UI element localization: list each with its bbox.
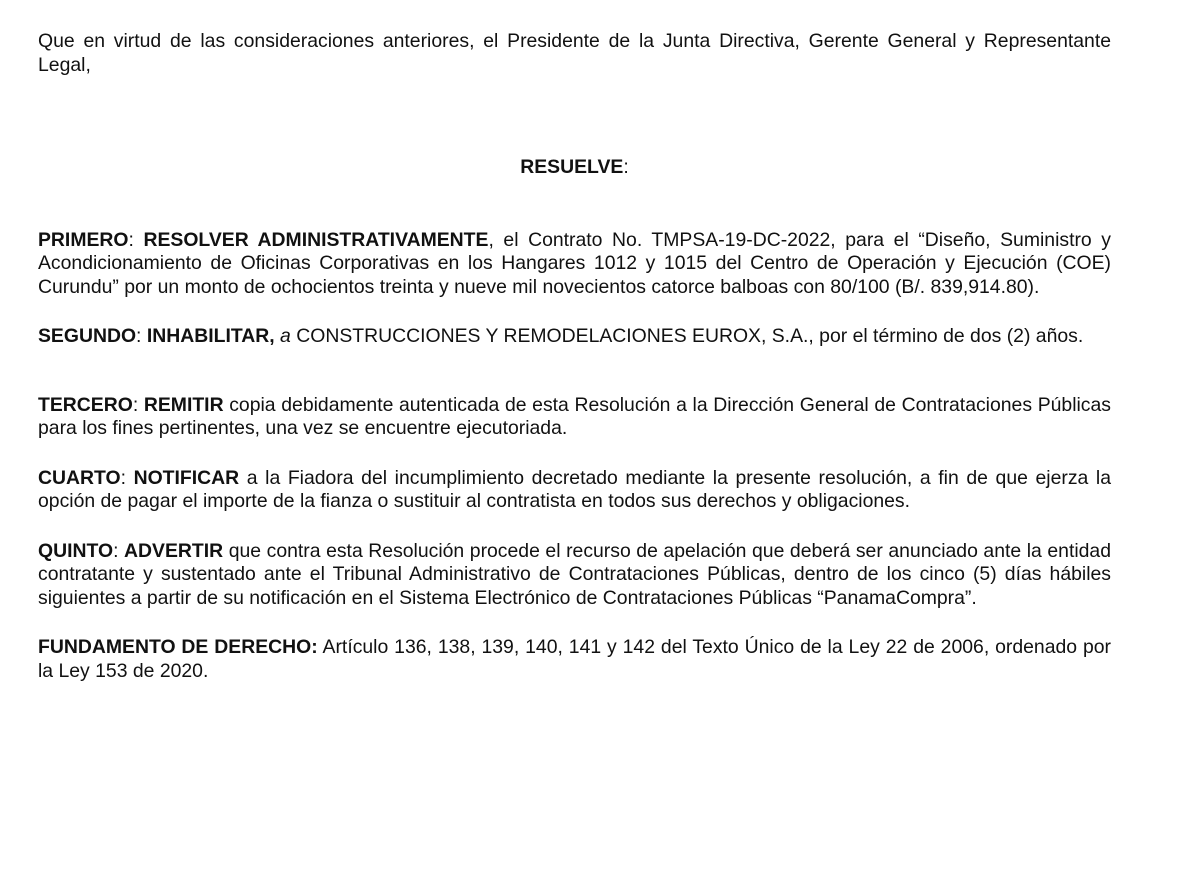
clause-action: RESOLVER ADMINISTRATIVAMENTE	[143, 228, 489, 251]
clause-separator: :	[136, 325, 147, 347]
clause-text: a la Fiadora del incumplimiento decretado mediante la presente resolución, a fin de que ejerza la opción de pagar el importe de la fianza o sustituir al contratista en todos sus derechos y obligaciones.	[38, 466, 1112, 512]
clause-text: copia debidamente autenticada de esta Resolución a la Dirección General de Contrataciones Públicas para los fines pertinentes, una vez se encuentre ejecutoriada.	[38, 393, 1111, 439]
clause-separator: :	[120, 466, 134, 489]
clause-cuarto	[38, 467, 1111, 514]
clause-separator: :	[132, 393, 144, 416]
clause-text: , el Contrato No. TMPSA-19-DC-2022, para el “Diseño, Suministro y Acondicionamiento de Oficinas Corporativas en los Hangares 1012 y 1015 del Centro de Operación y Ejecución (COE) Curundu” por un monto de ochocientos treinta y nueve mil novecientos catorce balboas con 80/100 (B/. 839,914.80).	[38, 228, 1111, 298]
resuelve-heading	[38, 156, 1111, 180]
clause-action: REMITIR	[143, 393, 224, 416]
fundamento-de-derecho	[38, 636, 1111, 683]
clause-quinto	[38, 540, 1111, 611]
clause-preposition: a	[280, 325, 291, 347]
clause-label: SEGUNDO	[38, 325, 137, 347]
clause-label: TERCERO	[38, 393, 133, 416]
fundamento-label: FUNDAMENTO DE DERECHO:	[38, 636, 318, 658]
clause-action: INHABILITAR,	[146, 325, 275, 347]
clause-separator: :	[128, 228, 144, 251]
clause-text: CONSTRUCCIONES Y REMODELACIONES EUROX, S.A., por el término de dos (2) años.	[296, 325, 1084, 347]
clause-tercero	[38, 394, 1111, 441]
clause-label: PRIMERO	[38, 228, 129, 251]
resuelve-colon: :	[623, 156, 629, 178]
fundamento-text: Artículo 136, 138, 139, 140, 141 y 142 del Texto Único de la Ley 22 de 2006, ordenado por la Ley 153 de 2020.	[38, 636, 1112, 682]
document-page	[38, 30, 1111, 709]
clause-label: CUARTO	[38, 466, 121, 489]
clause-text: que contra esta Resolución procede el recurso de apelación que deberá ser anunciado ante la entidad contratante y sustentado ante el Tribunal Administrativo de Contrataciones Públicas, dentro de los cinco (5) días hábiles siguientes a partir de su notificación en el Sistema Electrónico de Contrataciones Públicas “PanamaCompra”.	[38, 539, 1111, 609]
clause-primero	[38, 229, 1111, 300]
clause-action: NOTIFICAR	[133, 466, 240, 489]
clause-action: ADVERTIR	[124, 539, 224, 562]
intro-paragraph: Que en virtud de las consideraciones anteriores, el Presidente de la Junta Directiva, Gerente General y Representante Legal,	[38, 30, 1111, 76]
resuelve-word: RESUELVE	[520, 156, 624, 178]
clause-label: QUINTO	[38, 539, 114, 562]
clause-segundo	[38, 325, 1111, 349]
clause-separator: :	[113, 539, 125, 562]
